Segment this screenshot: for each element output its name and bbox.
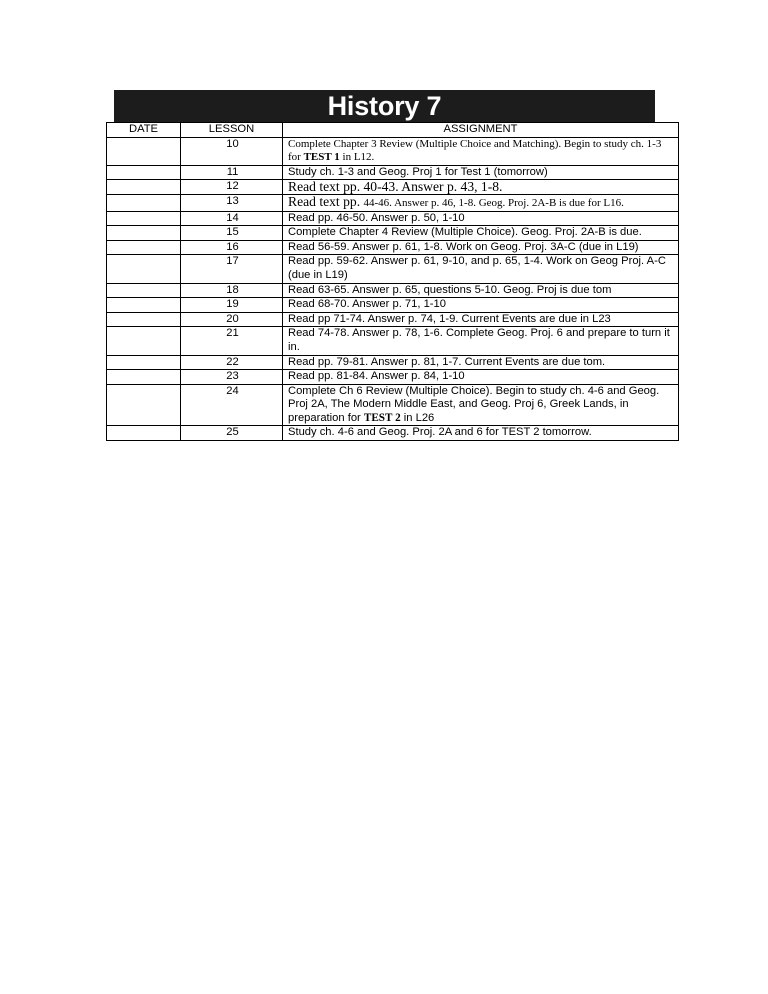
lesson-cell: 17	[181, 255, 283, 283]
lesson-cell: 21	[181, 327, 283, 355]
assignment-text: Complete Chapter 3 Review (Multiple Choice and Matching). Begin to study ch. 1-3 for	[288, 137, 662, 164]
date-cell	[107, 384, 181, 426]
date-cell	[107, 426, 181, 441]
table-row	[107, 180, 679, 195]
assignment-text: in L12.	[339, 151, 375, 164]
assignment-text: Read 56-59. Answer p. 61, 1-8. Work on Geog. Proj. 3A-C (due in L19)	[288, 240, 639, 253]
table-row	[107, 327, 679, 355]
table-row	[107, 426, 679, 441]
assignment-text: Read pp. 81-84. Answer p. 84, 1-10	[288, 370, 465, 383]
date-cell	[107, 240, 181, 255]
table-row	[107, 370, 679, 385]
assignment-cell	[283, 298, 679, 313]
lesson-cell: 11	[181, 165, 283, 180]
assignment-cell	[283, 327, 679, 355]
assignment-cell	[283, 370, 679, 385]
lesson-cell: 22	[181, 355, 283, 370]
assignment-cell	[283, 426, 679, 441]
date-cell	[107, 194, 181, 211]
assignment-cell	[283, 137, 679, 165]
lesson-cell: 16	[181, 240, 283, 255]
assignment-text: Complete Chapter 4 Review (Multiple Choice). Geog. Proj. 2A-B is due.	[288, 226, 642, 239]
table-row	[107, 137, 679, 165]
assignment-text: Read pp 71-74. Answer p. 74, 1-9. Current Events are due in L23	[288, 312, 611, 325]
lesson-cell: 24	[181, 384, 283, 426]
assignment-text: Read pp. 46-50. Answer p. 50, 1-10	[288, 211, 465, 224]
assignment-cell	[283, 194, 679, 211]
assignment-text: Read pp. 59-62. Answer p. 61, 9-10, and p. 65, 1-4. Work on Geog Proj. A-C (due in L19)	[288, 255, 666, 281]
assignment-column-header: ASSIGNMENT	[283, 123, 679, 138]
assignment-cell	[283, 226, 679, 241]
assignment-text: Study ch. 1-3 and Geog. Proj 1 for Test 1 (tomorrow)	[288, 165, 548, 178]
date-cell	[107, 137, 181, 165]
table-row	[107, 165, 679, 180]
date-cell	[107, 312, 181, 327]
assignment-cell	[283, 355, 679, 370]
assignment-text: Read pp. 79-81. Answer p. 81, 1-7. Current Events are due tom.	[288, 355, 606, 368]
assignment-text: Read 63-65. Answer p. 65, questions 5-10. Geog. Proj is due tom	[288, 283, 612, 296]
lesson-cell: 10	[181, 137, 283, 165]
table-row	[107, 298, 679, 313]
lesson-cell: 15	[181, 226, 283, 241]
lesson-cell: 12	[181, 180, 283, 195]
assignment-text: Read text pp.	[288, 193, 364, 209]
table-row	[107, 255, 679, 283]
schedule-table	[106, 122, 679, 441]
date-column-header: DATE	[107, 123, 181, 138]
assignment-text: Study ch. 4-6 and Geog. Proj. 2A and 6 for TEST 2 tomorrow.	[288, 426, 592, 439]
assignment-cell	[283, 211, 679, 226]
lesson-cell: 19	[181, 298, 283, 313]
date-cell	[107, 180, 181, 195]
assignment-cell	[283, 283, 679, 298]
table-row	[107, 194, 679, 211]
date-cell	[107, 255, 181, 283]
assignment-text: Read 74-78. Answer p. 78, 1-6. Complete Geog. Proj. 6 and prepare to turn it in.	[288, 327, 670, 353]
assignment-cell	[283, 312, 679, 327]
assignment-text: Complete Ch 6 Review (Multiple Choice). Begin to study ch. 4-6 and Geog. Proj 2A, The Modern Middle East, and Geog. Proj 6, Greek Lands, in preparation for	[288, 384, 660, 424]
date-cell	[107, 370, 181, 385]
table-row	[107, 211, 679, 226]
lesson-column-header: LESSON	[181, 123, 283, 138]
assignment-cell	[283, 165, 679, 180]
lesson-cell: 25	[181, 426, 283, 441]
lesson-cell: 18	[181, 283, 283, 298]
assignment-text: Read text pp. 40-43. Answer p. 43, 1-8.	[288, 179, 503, 195]
page-title: History 7	[114, 90, 655, 122]
lesson-cell: 23	[181, 370, 283, 385]
assignment-cell	[283, 384, 679, 426]
table-row	[107, 226, 679, 241]
lesson-cell: 14	[181, 211, 283, 226]
date-cell	[107, 355, 181, 370]
header-row	[107, 123, 679, 138]
assignment-text: in L26	[400, 411, 435, 424]
assignment-cell	[283, 255, 679, 283]
assignment-text: Read 68-70. Answer p. 71, 1-10	[288, 298, 446, 311]
table-row	[107, 312, 679, 327]
table-row	[107, 384, 679, 426]
assignment-cell	[283, 180, 679, 195]
assignment-text: 44-46. Answer p. 46, 1-8. Geog. Proj. 2A-B is due for L16.	[363, 196, 624, 209]
assignment-emphasis: TEST 2	[363, 411, 401, 424]
date-cell	[107, 226, 181, 241]
assignment-cell	[283, 240, 679, 255]
date-cell	[107, 165, 181, 180]
lesson-cell: 13	[181, 194, 283, 211]
date-cell	[107, 211, 181, 226]
table-row	[107, 240, 679, 255]
lesson-cell: 20	[181, 312, 283, 327]
date-cell	[107, 298, 181, 313]
date-cell	[107, 283, 181, 298]
date-cell	[107, 327, 181, 355]
table-row	[107, 283, 679, 298]
assignment-emphasis: TEST 1	[303, 151, 340, 164]
table-row	[107, 355, 679, 370]
